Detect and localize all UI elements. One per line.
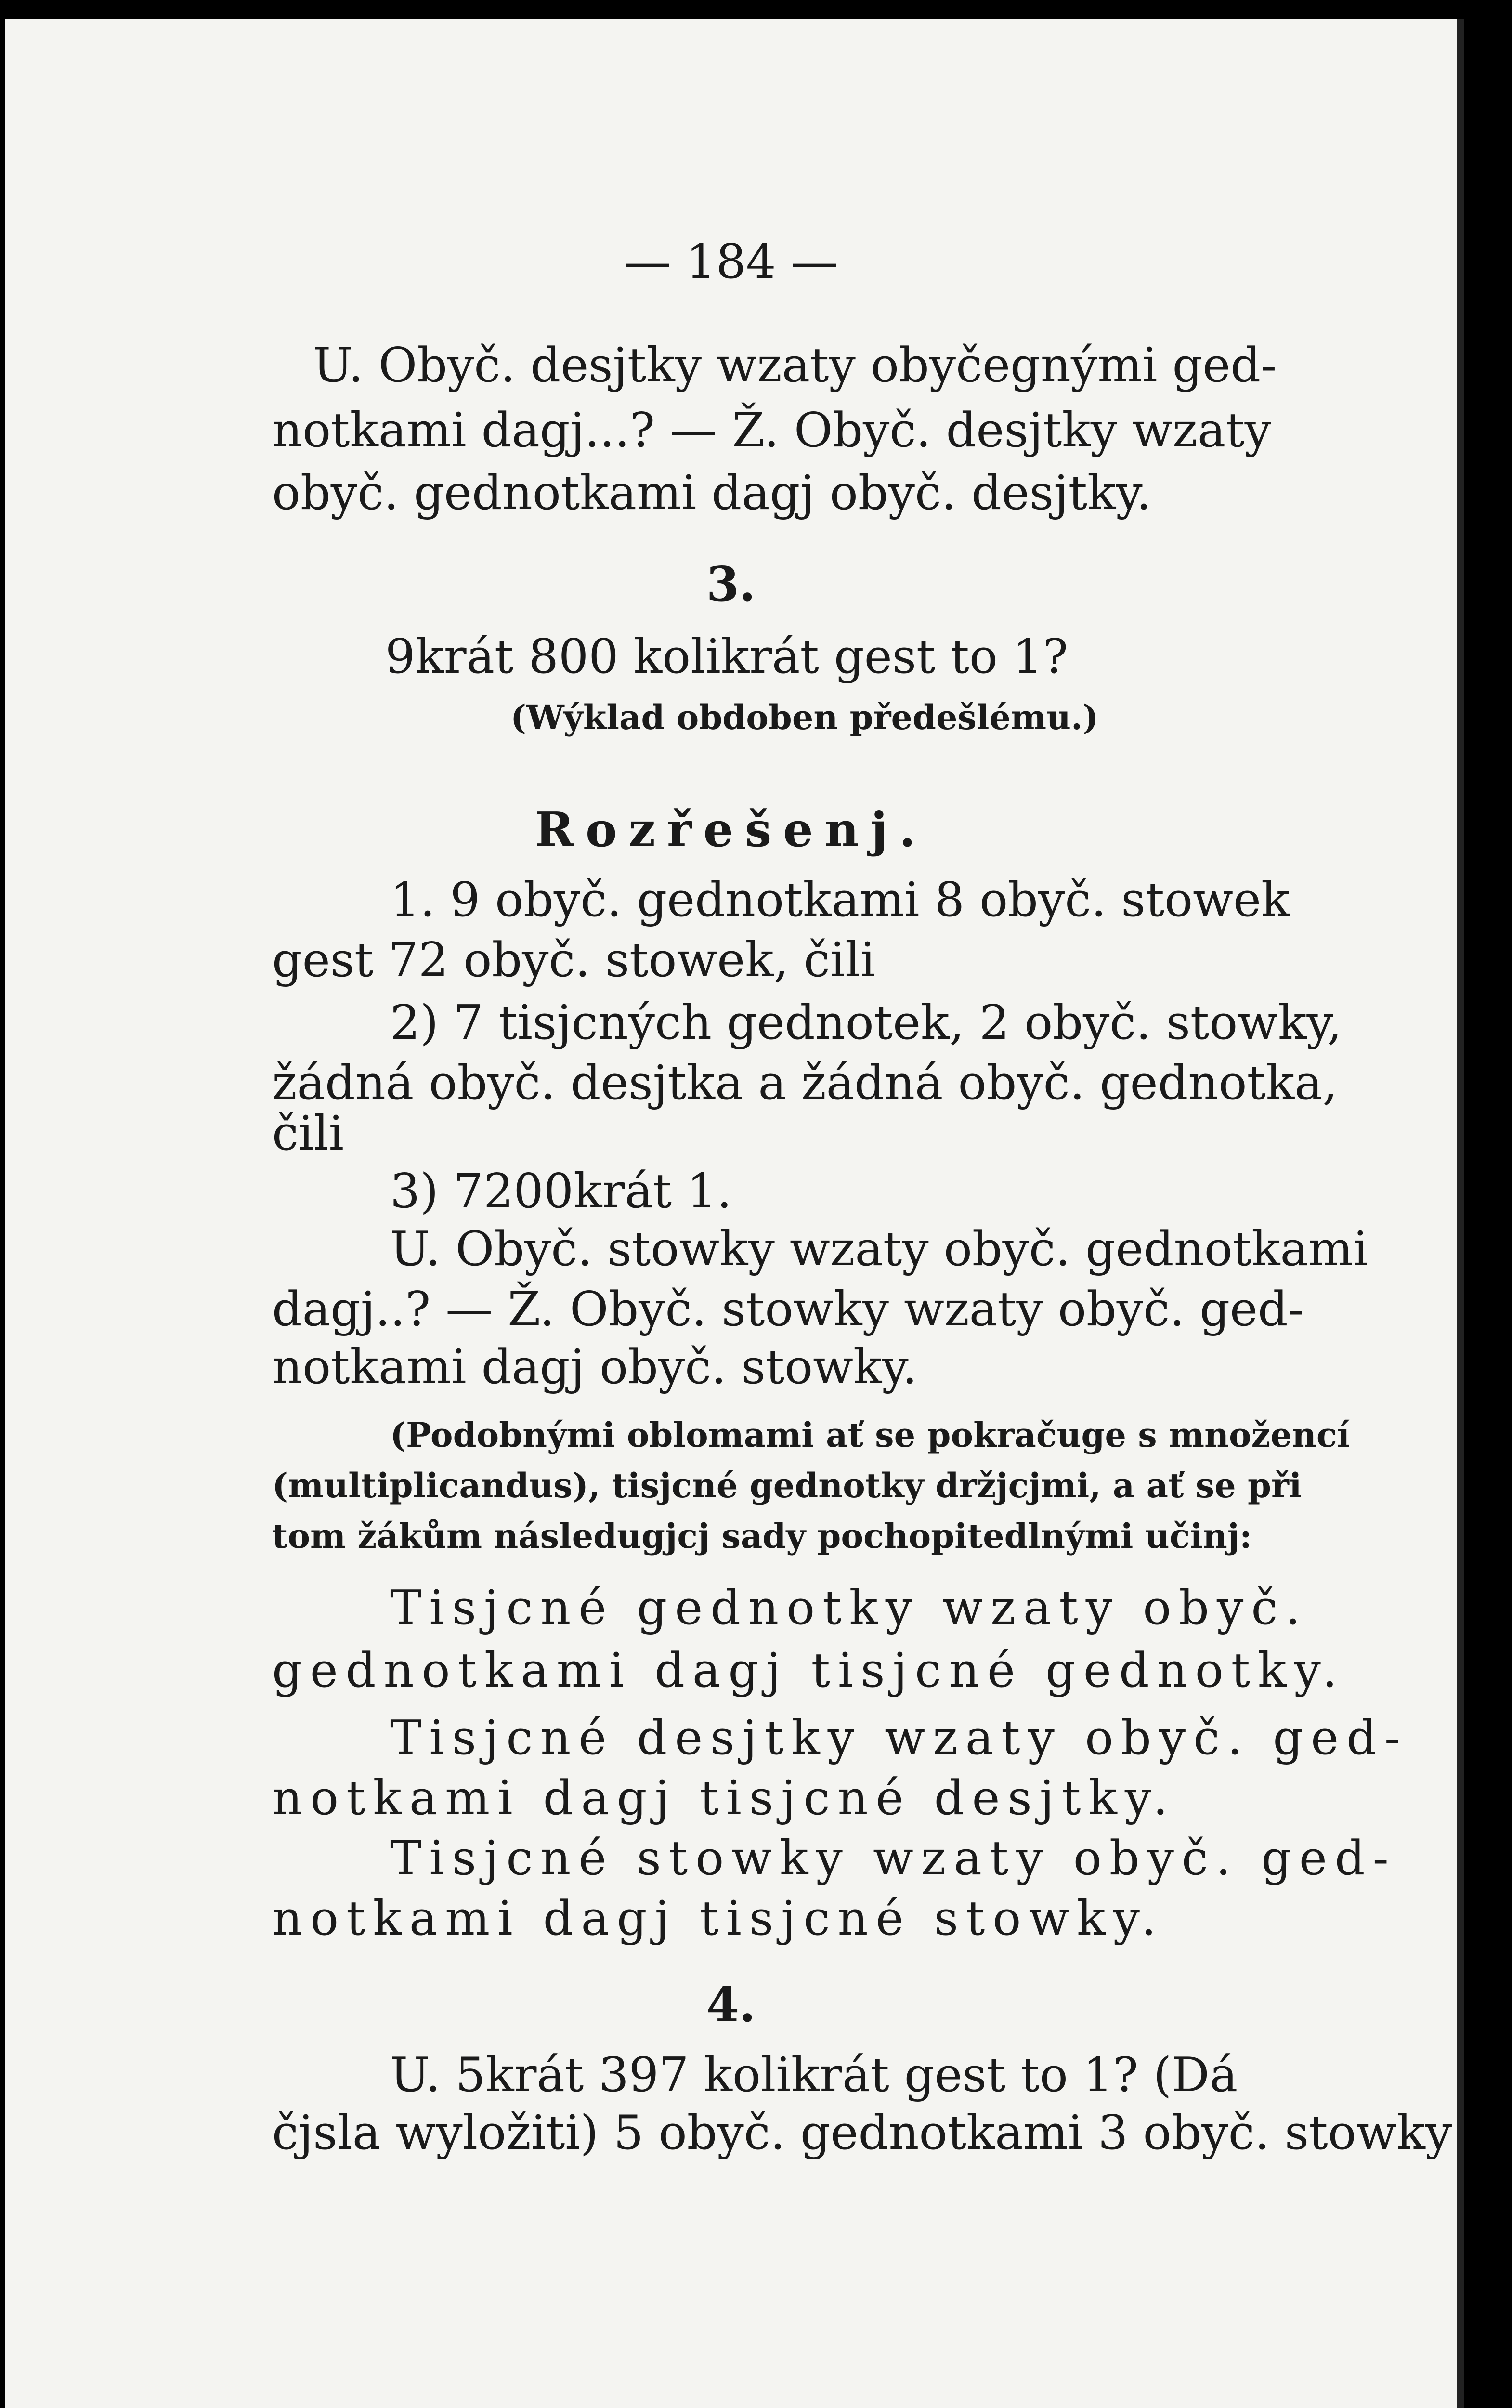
text-line: notkami dagj...? — Ž. Obyč. desjtky wzaty <box>272 403 1271 458</box>
text-line: 1. 9 obyč. gednotkami 8 obyč. stowek <box>390 873 1290 928</box>
rule-line: Tisjcné stowky wzaty obyč. ged- <box>390 1831 1396 1886</box>
explanation-3: (Wýklad obdoben předešlému.) <box>510 697 1099 737</box>
text-line: žádná obyč. desjtka a žádná obyč. gednotka, <box>272 1056 1338 1111</box>
text-line: čili <box>272 1106 344 1161</box>
rule-line: Tisjcné desjtky wzaty obyč. ged- <box>390 1711 1408 1766</box>
text-line: 2) 7 tisjcných gednotek, 2 obyč. stowky, <box>390 995 1343 1050</box>
section-heading-4: 4. <box>706 1977 756 2033</box>
rule-line: notkami dagj tisjcné stowky. <box>272 1891 1164 1946</box>
rule-line: gednotkami dagj tisjcné gednotky. <box>272 1643 1345 1698</box>
solution-heading: Rozřešenj. <box>534 802 927 858</box>
text-line: dagj..? — Ž. Obyč. stowky wzaty obyč. ged- <box>272 1282 1304 1337</box>
text-line: U. Obyč. stowky wzaty obyč. gednotkami <box>390 1222 1369 1277</box>
text-line: U. Obyč. desjtky wzaty obyčegnými ged- <box>313 338 1277 393</box>
text-line: obyč. gednotkami dagj obyč. desjtky. <box>272 466 1151 521</box>
text-line: gest 72 obyč. stowek, čili <box>272 933 875 988</box>
text-line: 3) 7200krát 1. <box>390 1164 732 1219</box>
text-line: čjsla wyložiti) 5 obyč. gednotkami 3 obyč. stowky <box>272 2106 1452 2160</box>
rule-line: notkami dagj tisjcné desjtky. <box>272 1771 1176 1826</box>
note-line: (multiplicandus), tisjcné gednotky držjcjmi, a ať se při <box>272 1466 1302 1505</box>
text-line: U. 5krát 397 kolikrát gest to 1? (Dá <box>390 2048 1238 2103</box>
text-line: notkami dagj obyč. stowky. <box>272 1340 917 1395</box>
note-line: tom žákům následugjcj sady pochopitedlnými učinj: <box>272 1516 1252 1556</box>
book-page <box>5 19 1464 2408</box>
note-line: (Podobnými oblomami ať se pokračuge s množencí <box>390 1415 1350 1455</box>
problem-3: 9krát 800 kolikrát gest to 1? <box>385 629 1068 684</box>
section-heading-3: 3. <box>706 557 756 612</box>
page-number: — 184 — <box>624 235 838 289</box>
rule-line: Tisjcné gednotky wzaty obyč. <box>390 1581 1308 1636</box>
